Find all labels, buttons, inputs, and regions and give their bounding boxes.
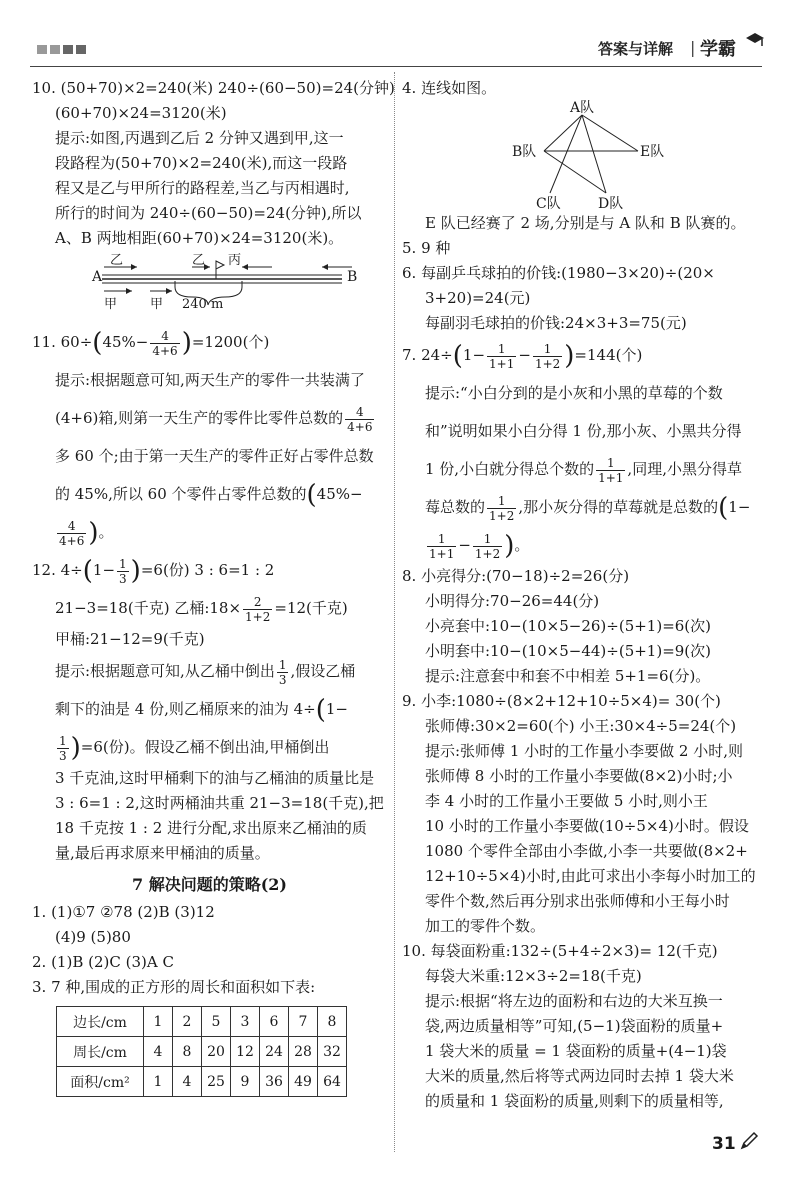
team-c-label: C队 <box>536 196 561 212</box>
q10-line2: 每袋大米重:12×3÷2=18(千克) <box>425 967 642 985</box>
q10-hint-line: 提示:根据“将左边的面粉和右边的大米互换一 <box>425 992 723 1010</box>
q2: 2. (1)B (2)C (3)A C <box>32 953 174 971</box>
answer-10-line2: (60+70)×24=3120(米) <box>55 104 227 122</box>
table-row-label: 周长/cm <box>57 1037 144 1067</box>
hint-12-line5: 3 : 6=1 : 2,这时两桶油共重 21−3=18(千克),把 <box>55 794 384 812</box>
q6-line3: 每副羽毛球拍的价钱:24×3+3=75(元) <box>425 314 687 332</box>
table-cell: 36 <box>260 1067 289 1097</box>
table-cell: 64 <box>318 1067 347 1097</box>
header-brand: 学霸 <box>700 39 736 60</box>
q1-line2: (4)9 (5)80 <box>55 928 131 946</box>
hint-10-line5: A、B 两地相距(60+70)×24=3120(米)。 <box>55 229 344 247</box>
table-cell: 4 <box>173 1067 202 1097</box>
header-title: 答案与详解 <box>598 40 674 58</box>
table-cell: 20 <box>202 1037 231 1067</box>
hint-12-line2: 剩下的油是 4 份,则乙桶原来的油为 4÷(1− <box>55 695 349 725</box>
table-cell: 8 <box>318 1007 347 1037</box>
q6-line1: 6. 每副乒乓球拍的价钱:(1980−3×20)÷(20× <box>402 264 715 282</box>
q6-line2: 3+20)=24(元) <box>425 289 531 307</box>
table-row-label: 边长/cm <box>57 1007 144 1037</box>
answer-11-inner: 45%− <box>102 333 149 351</box>
table-cell: 32 <box>318 1037 347 1067</box>
square-table <box>56 1006 347 1097</box>
team-e-label: E队 <box>640 144 665 160</box>
table-cell: 6 <box>260 1007 289 1037</box>
hint-12-line1: 提示:根据题意可知,从乙桶中倒出 $\frac{1}{3}$ ,假设乙桶 <box>55 657 356 687</box>
q8-line3: 小亮套中:10−(10×5−26)÷(5+1)=6(次) <box>425 617 712 635</box>
header-decoration <box>37 45 86 54</box>
bing-label: 丙 <box>228 253 242 268</box>
hint-11-line5: $\frac{4}{4+6}$ )。 <box>59 518 114 548</box>
distance-diagram-svg <box>32 251 387 323</box>
q10-hint-line: 的质量和 1 袋面粉的质量,则剩下的质量相等, <box>425 1092 724 1110</box>
answer-10-line1: 10. (50+70)×2=240(米) 240÷(60−50)=24(分钟) <box>32 79 395 97</box>
q10-hint-line: 大米的质量,然后将等式两边同时去掉 1 袋大米 <box>425 1067 734 1085</box>
hint-11-line1: 提示:根据题意可知,两天生产的零件一共装满了 <box>55 371 365 389</box>
q9-line1: 9. 小李:1080÷(8×2+12+10÷5×4)= 30(个) <box>402 692 721 710</box>
hint-10-line3: 程又是乙与甲所行的路程差,当乙与丙相遇时, <box>55 179 350 197</box>
q9-hint-line: 10 小时的工作量小李要做(10÷5×4)小时。假设 <box>425 817 749 835</box>
q9-hint-line: 1080 个零件全部由小李做,小李一共要做(8×2+ <box>425 842 748 860</box>
q9-hint-line: 零件个数,然后再分别求出张师傅和小王每小时 <box>425 892 730 910</box>
yi-label-2: 乙 <box>192 253 206 268</box>
distance-diagram <box>32 251 387 323</box>
q9-hint-line: 张师傅 8 小时的工作量小李要做(8×2)小时;小 <box>425 767 733 785</box>
table-cell: 12 <box>231 1037 260 1067</box>
hint-10-line2: 段路程为(50+70)×2=240(米),而这一段路 <box>55 154 348 172</box>
team-d-label: D队 <box>598 196 624 212</box>
q9-hint-line: 12+10÷5×4)小时,由此可求出小李每小时加工的 <box>425 867 756 885</box>
q5: 5. 9 种 <box>402 239 451 257</box>
fraction: $\frac{4}{4+6}$ <box>152 328 178 358</box>
answer-12: 12. 4÷(1− $\frac{1}{3}$ )=6(份) 3 : 6=1 : 2 <box>32 556 275 586</box>
header-rule <box>30 66 762 67</box>
table-row <box>57 1067 347 1097</box>
jia-label-2: 甲 <box>150 297 164 312</box>
hint-7-line5: $\frac{1}{1+1}$ − $\frac{1}{1+2}$ )。 <box>429 531 530 561</box>
hint-12-line3: $\frac{1}{3}$ )=6(份)。假设乙桶不倒出油,甲桶倒出 <box>59 733 330 763</box>
pencil-icon <box>738 1130 760 1152</box>
table-cell: 24 <box>260 1037 289 1067</box>
q8-line1: 8. 小亮得分:(70−18)÷2=26(分) <box>402 567 630 585</box>
q9-hint <box>402 739 767 939</box>
answer-12-line3: 甲桶:21−12=9(千克) <box>55 630 205 648</box>
team-b-label: B队 <box>512 144 537 160</box>
hint-7-line2: 和”说明如果小白分得 1 份,那小灰、小黑共分得 <box>425 422 742 440</box>
hint-10-line4: 所行的时间为 240÷(60−50)=24(分钟),所以 <box>55 204 362 222</box>
q8-hint: 提示:注意套中和套不中相差 5+1=6(分)。 <box>425 667 711 685</box>
section-title: 7 解决问题的策略(2) <box>132 875 287 894</box>
yi-label-1: 乙 <box>110 253 124 268</box>
header-separator: | <box>690 38 696 57</box>
hint-7-line1: 提示:“小白分到的是小灰和小黑的草莓的个数 <box>425 384 723 402</box>
table-cell: 28 <box>289 1037 318 1067</box>
hint-12-line7: 量,最后再求原来甲桶油的质量。 <box>55 844 270 862</box>
table-cell: 2 <box>173 1007 202 1037</box>
q8-line4: 小明套中:10−(10×5−44)÷(5+1)=9(次) <box>425 642 712 660</box>
hint-11-line2: (4+6)箱,则第一天生产的零件比零件总数的 $\frac{4}{4+6}$ <box>55 404 373 434</box>
answer-11-post: =1200(个) <box>191 333 270 351</box>
table-row <box>57 1007 347 1037</box>
answer-12-line2: 21−3=18(千克) 乙桶:18× $\frac{2}{1+2}$ =12(千克) <box>55 594 348 624</box>
page-header <box>0 0 800 68</box>
column-divider <box>394 72 395 1152</box>
answer-11: 11. 60÷(45%− $\frac{4}{4+6}$ )=1200(个) <box>32 328 270 358</box>
q10-line1: 10. 每袋面粉重:132÷(5+4÷2×3)= 12(千克) <box>402 942 718 960</box>
table-row <box>57 1037 347 1067</box>
hint-12-line6: 18 千克按 1 : 2 进行分配,求出原来乙桶油的质 <box>55 819 367 837</box>
table-row-label: 面积/cm² <box>57 1067 144 1097</box>
q9-hint-line: 李 4 小时的工作量小王要做 5 小时,则小王 <box>425 792 708 810</box>
right-column <box>402 76 767 1114</box>
hint-11-line3: 多 60 个;由于第一天生产的零件正好占零件总数 <box>55 447 374 465</box>
hint-7-line4: 莓总数的 $\frac{1}{1+2}$ ,那小灰分得的草莓就是总数的(1− <box>425 493 751 523</box>
table-cell: 7 <box>289 1007 318 1037</box>
table-cell: 25 <box>202 1067 231 1097</box>
q10-hint-line: 1 袋大米的质量 = 1 袋面粉的质量+(4−1)袋 <box>425 1042 727 1060</box>
q4-answer: E 队已经赛了 2 场,分别是与 A 队和 B 队赛的。 <box>425 214 746 232</box>
table-cell: 8 <box>173 1037 202 1067</box>
team-a-label: A队 <box>570 100 595 116</box>
table-cell: 1 <box>144 1067 173 1097</box>
table-cell: 3 <box>231 1007 260 1037</box>
q10-hint <box>402 989 767 1114</box>
point-b-label: B <box>347 269 358 285</box>
table-cell: 1 <box>144 1007 173 1037</box>
q1-line1: 1. (1)①7 ②78 (2)B (3)12 <box>32 903 215 921</box>
page-number: 31 <box>712 1134 736 1154</box>
answer-11-pre: 11. 60÷ <box>32 333 93 351</box>
table-cell: 5 <box>202 1007 231 1037</box>
graduation-cap-icon <box>744 30 766 52</box>
q4: 4. 连线如图。 <box>402 79 497 97</box>
table-cell: 49 <box>289 1067 318 1097</box>
distance-label: 240 m <box>182 297 224 312</box>
table-cell: 4 <box>144 1037 173 1067</box>
point-a-label: A <box>92 269 103 285</box>
table-cell: 9 <box>231 1067 260 1097</box>
hint-10-line1: 提示:如图,丙遇到乙后 2 分钟又遇到甲,这一 <box>55 129 344 147</box>
q9-line2: 张师傅:30×2=60(个) 小王:30×4÷5=24(个) <box>425 717 737 735</box>
hint-7-line3: 1 份,小白就分得总个数的 $\frac{1}{1+1}$ ,同理,小黑分得草 <box>425 455 742 485</box>
team-diagram-svg <box>402 101 767 211</box>
q3: 3. 7 种,围成的正方形的周长和面积如下表: <box>32 978 316 996</box>
q8-line2: 小明得分:70−26=44(分) <box>425 592 600 610</box>
q9-hint-line: 加工的零件个数。 <box>425 917 546 935</box>
q7: 7. 24÷(1− $\frac{1}{1+1}$ − $\frac{1}{1+2}$ )=144(个) <box>402 341 643 371</box>
team-diagram <box>402 101 767 211</box>
hint-12-line4: 3 千克油,这时甲桶剩下的油与乙桶油的质量比是 <box>55 769 375 787</box>
jia-label-1: 甲 <box>104 297 118 312</box>
hint-11-line4: 的 45%,所以 60 个零件占零件总数的(45%− <box>55 480 363 510</box>
q9-hint-line: 提示:张师傅 1 小时的工作量小李要做 2 小时,则 <box>425 742 743 760</box>
q10-hint-line: 袋,两边质量相等”可知,(5−1)袋面粉的质量+ <box>425 1017 724 1035</box>
left-column <box>32 76 395 1097</box>
